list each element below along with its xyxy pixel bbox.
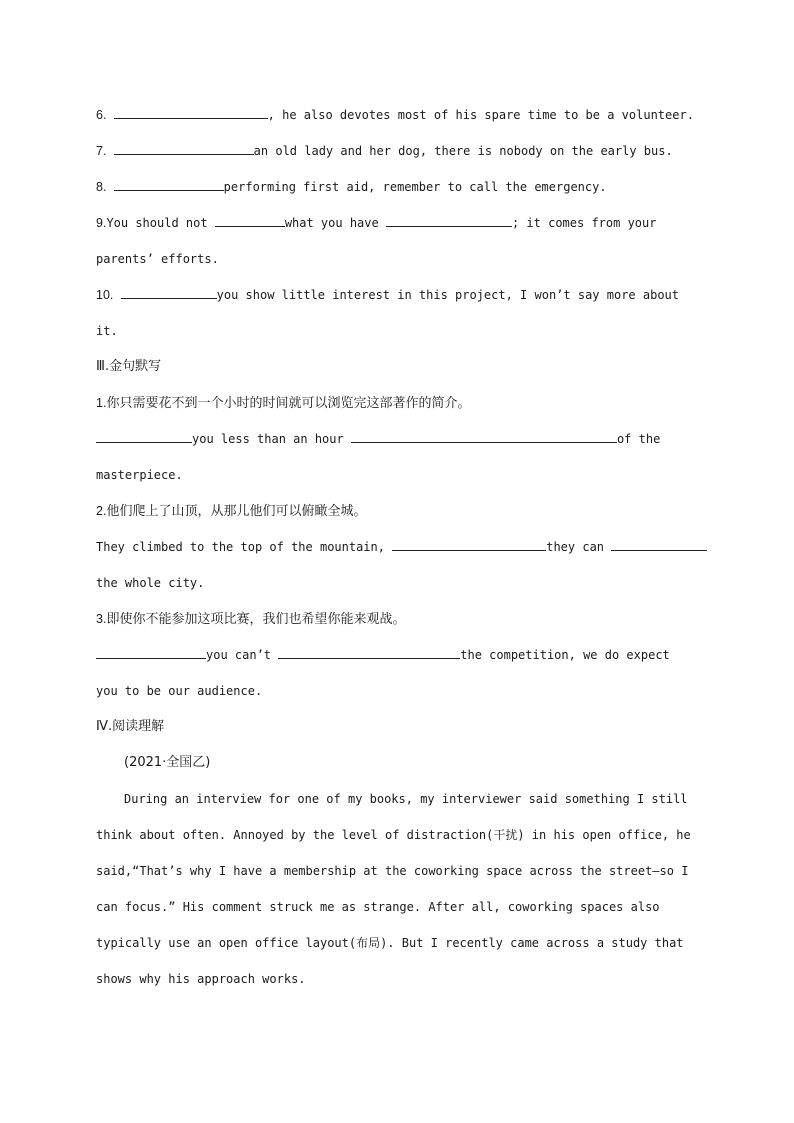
question-text: an old lady and her dog, there is nobody on the early bus. — [253, 144, 673, 158]
translation-line-2-continued: the whole city. — [96, 576, 205, 590]
question-number: 9. — [96, 216, 107, 230]
question-text: You should not — [106, 216, 215, 230]
translation-line-3-continued: you to be our audience. — [96, 684, 263, 698]
answer-blank[interactable] — [96, 647, 206, 659]
section-heading: Ⅲ.金句默写 — [96, 359, 162, 374]
answer-blank[interactable] — [96, 431, 192, 443]
question-7 — [96, 143, 673, 159]
question-9-continued: parents’ efforts. — [96, 252, 219, 266]
passage-line: said,“That’s why I have a membership at the coworking space across the street—so I — [96, 864, 689, 878]
question-number: 7. — [96, 144, 107, 158]
chinese-prompt-2 — [96, 503, 366, 520]
answer-blank[interactable] — [386, 215, 512, 227]
passage-source: (2021·全国乙) — [124, 755, 211, 770]
question-number: 6. — [96, 108, 107, 122]
question-number: 1. — [96, 396, 107, 410]
chinese-sentence: 他们爬上了山顶，从那儿他们可以俯瞰全城。 — [106, 504, 367, 519]
answer-blank[interactable] — [351, 431, 617, 443]
translation-line-1-continued: masterpiece. — [96, 468, 183, 482]
question-text: performing first aid, remember to call the emergency. — [223, 180, 607, 194]
question-number: 8. — [96, 180, 107, 194]
question-text: you less than an hour — [192, 432, 351, 446]
answer-blank[interactable] — [278, 647, 460, 659]
question-8 — [96, 179, 607, 195]
section-heading: Ⅳ.阅读理解 — [96, 719, 165, 734]
question-text: of the — [616, 432, 661, 446]
question-text: you can’t — [206, 648, 279, 662]
translation-line-1 — [96, 431, 660, 447]
passage-line: shows why his approach works. — [96, 972, 306, 986]
passage-line: can focus.” His comment struck me as strange. After all, coworking spaces also — [96, 900, 660, 914]
question-text: They climbed to the top of the mountain, — [96, 540, 393, 554]
question-10 — [96, 287, 679, 303]
question-text: what you have — [284, 216, 386, 230]
answer-blank[interactable] — [392, 539, 546, 551]
answer-blank[interactable] — [121, 287, 217, 299]
translation-line-2 — [96, 539, 707, 555]
question-text: , he also devotes most of his spare time to be a volunteer. — [267, 108, 694, 122]
passage-line: think about often. Annoyed by the level of distraction(干扰) in his open office, he — [96, 828, 691, 842]
question-number: 2. — [96, 504, 107, 518]
answer-blank[interactable] — [215, 215, 285, 227]
question-number: 10. — [96, 288, 114, 302]
question-6 — [96, 107, 694, 123]
question-text: the competition, we do expect — [460, 648, 670, 662]
translation-line-3 — [96, 647, 670, 663]
question-10-continued: it. — [96, 324, 118, 338]
question-text: you show little interest in this project, I won’t say more about — [216, 288, 679, 302]
question-number: 3. — [96, 612, 107, 626]
answer-blank[interactable] — [114, 179, 224, 191]
answer-blank[interactable] — [114, 143, 254, 155]
chinese-sentence: 你只需要花不到一个小时的时间就可以浏览完这部著作的简介。 — [106, 396, 471, 411]
answer-blank[interactable] — [611, 539, 707, 551]
chinese-prompt-3 — [96, 611, 405, 628]
chinese-prompt-1 — [96, 395, 470, 412]
chinese-sentence: 即使你不能参加这项比赛，我们也希望你能来观战。 — [106, 612, 406, 627]
passage-line: During an interview for one of my books, my interviewer said something I still — [124, 792, 688, 806]
answer-blank[interactable] — [114, 107, 268, 119]
question-text: they can — [546, 540, 612, 554]
question-text: ; it comes from your — [511, 216, 657, 230]
passage-line: typically use an open office layout(布局). But I recently came across a study that — [96, 936, 684, 950]
question-9 — [96, 215, 656, 231]
